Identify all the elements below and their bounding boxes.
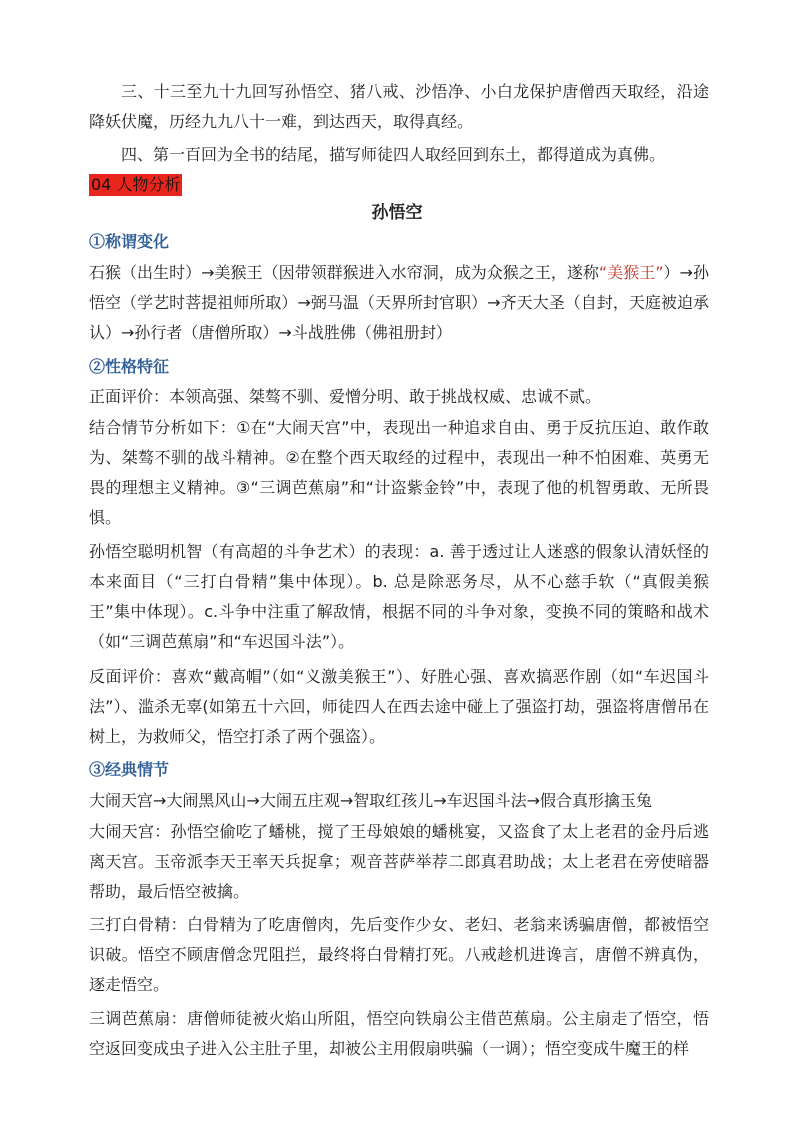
paragraph-smartness: 孙悟空聪明机智（有高超的斗争艺术）的表现：a. 善于透过让人迷惑的假象认清妖怪的本来面目（“三打白骨精”集中体现）。b. 总是除恶务尽，从不心慈手软（“真假美猴王”集中体现）。c.斗争中注重了解敌情，根据不同的斗争对象，变换不同的策略和战术（如“三调芭蕉扇”和“车迟国斗法”）。 [89, 542, 709, 651]
paragraph-journey-chapters: 三、十三至九十九回写孙悟空、猪八戒、沙悟净、小白龙保护唐僧西天取经，沿途降妖伏魔，历经九九八十一难，到达西天，取得真经。 [89, 82, 709, 131]
paragraph-positive-evaluation: 正面评价：本领高强、桀骜不驯、爱憎分明、敢于挑战权威、忠诚不贰。 [89, 387, 602, 406]
paragraph-negative-evaluation: 反面评价：喜欢“戴高帽”（如“义激美猴王”）、好胜心强、喜欢搞恶作剧（如“车迟国斗法”）、滥杀无辜(如第五十六回，师徒四人在西去途中碰上了强盗打劫，强盗将唐僧吊在树上，为救师父，悟空打杀了两个强盗）。 [89, 667, 709, 746]
naming-text-after: ）→孙悟空（学艺时菩提祖师所取）→弼马温（天界所封官职）→齐天大圣（自封，天庭被迫承认）→孙行者（唐僧所取）→斗战胜佛（佛祖册封） [89, 263, 709, 342]
paragraph-palm-leaf-fan: 三调芭蕉扇：唐僧师徒被火焰山所阻，悟空向铁扇公主借芭蕉扇。公主扇走了悟空，悟空返回变成虫子进入公主肚子里，却被公主用假扇哄骗（一调）；悟空变成牛魔王的样 [89, 1009, 709, 1058]
heading-traits: ②性格特征 [89, 357, 170, 376]
paragraph-ending-chapter: 四、第一百回为全书的结尾，描写师徒四人取经回到东土，都得道成为真佛。 [121, 145, 666, 164]
paragraph-havoc-heaven: 大闹天宫：孙悟空偷吃了蟠桃，搅了王母娘娘的蟠桃宴，又盗食了太上老君的金丹后逃离天宫。玉帝派李天王率天兵捉拿；观音菩萨举荐二郎真君助战；太上老君在旁使暗器帮助，最后悟空被擒。 [89, 822, 709, 901]
naming-highlight: “美猴王” [598, 263, 664, 282]
heading-plots: ③经典情节 [89, 760, 170, 779]
character-title: 孙悟空 [371, 203, 423, 223]
naming-text-before: 石猴（出生时）→美猴王（因带领群猴进入水帘洞，成为众猴之王，遂称 [89, 263, 599, 282]
paragraph-naming-changes [89, 258, 709, 348]
paragraph-plot-analysis: 结合情节分析如下：①在“大闹天宫”中，表现出一种追求自由、勇于反抗压迫、敢作敢为、桀骜不驯的战斗精神。②在整个西天取经的过程中，表现出一种不怕困难、英勇无畏的理想主义精神。③“三调芭蕉扇”和“计盗紫金铃”中，表现了他的机智勇敢、无所畏惧。 [89, 418, 709, 527]
paragraph-plot-chain: 大闹天宫→大闹黑风山→大闹五庄观→智取红孩儿→车迟国斗法→假合真形擒玉兔 [89, 791, 653, 810]
paragraph-white-bone-demon: 三打白骨精：白骨精为了吃唐僧肉，先后变作少女、老妇、老翁来诱骗唐僧，都被悟空识破。悟空不顾唐僧念咒阻拦，最终将白骨精打死。八戒趁机进谗言，唐僧不辨真伪，逐走悟空。 [89, 915, 709, 994]
section-tag: 04 人物分析 [91, 175, 181, 194]
heading-naming: ①称谓变化 [89, 232, 170, 251]
